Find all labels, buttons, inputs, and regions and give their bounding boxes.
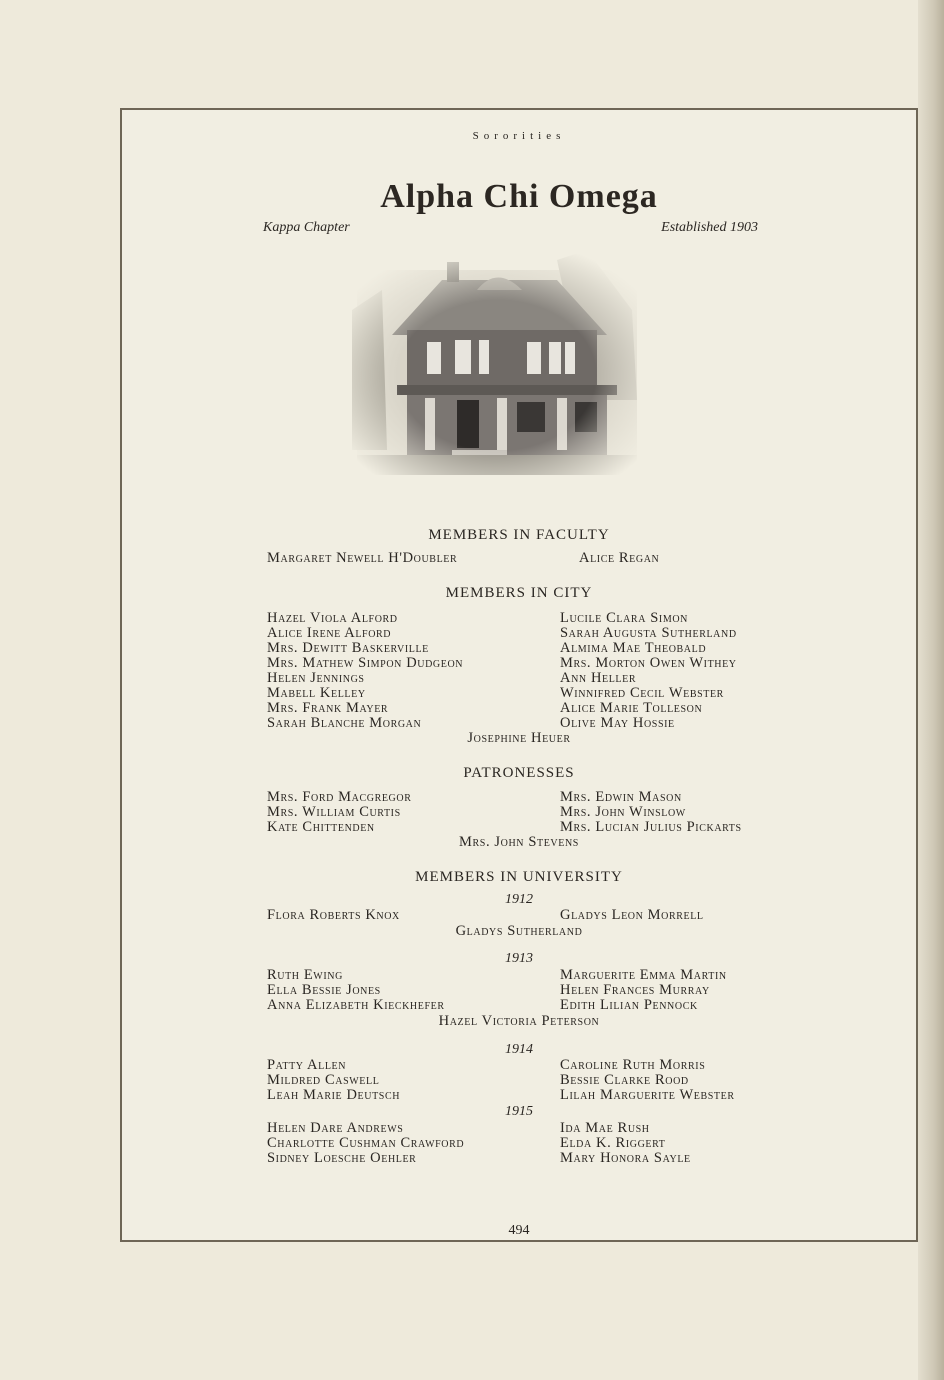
list-item: Leah Marie Deutsch [267,1087,401,1103]
list-item: Mrs. John Winslow [560,804,686,820]
list-item: Kate Chittenden [267,819,375,835]
chapter-name: Kappa Chapter [263,220,350,235]
y1915-list-right [560,1121,691,1166]
list-item: Mabell Kelley [267,685,366,701]
page-number: 494 [508,1223,530,1238]
list-item: Sidney Loesche Oehler [267,1150,417,1166]
list-item: Marguerite Emma Martin [560,967,727,983]
y1914-list-right [560,1058,735,1103]
list-item: Mrs. Mathew Simpon Dudgeon [267,655,464,671]
list-item: Mrs. Frank Mayer [267,700,389,716]
list-item: Ruth Ewing [267,967,343,983]
page-edge [918,0,944,1380]
y1913-list-left [267,968,445,1013]
city-list-right [560,611,737,731]
chapter-house-photo [347,250,647,478]
y1914-list-left [267,1058,400,1103]
list-item: Charlotte Cushman Crawford [267,1135,465,1151]
list-item: Almima Mae Theobald [560,640,707,656]
city-member-center: Josephine Heuer [467,730,571,746]
list-item: Ann Heller [560,670,637,686]
list-item: Mrs. Dewitt Baskerville [267,640,429,656]
year-1912: 1912 [505,892,533,907]
list-item: Anna Elizabeth Kieckhefer [267,997,445,1013]
list-item: Caroline Ruth Morris [560,1057,706,1073]
list-item: Helen Jennings [267,670,365,686]
year-1915: 1915 [505,1104,533,1119]
list-item: Mildred Caswell [267,1072,380,1088]
list-item: Mrs. Edwin Mason [560,789,682,805]
list-item: Olive May Hossie [560,715,675,731]
year-1914: 1914 [505,1042,533,1057]
list-item: Mary Honora Sayle [560,1150,691,1166]
list-item: Mrs. Ford Macgregor [267,789,412,805]
list-item: Hazel Victoria Peterson [438,1013,600,1029]
list-item: Bessie Clarke Rood [560,1072,689,1088]
year-1913: 1913 [505,951,533,966]
list-item: Mrs. William Curtis [267,804,401,820]
faculty-member: Alice Regan [579,550,660,566]
patronesses-heading: PATRONESSES [463,765,575,781]
list-item: Sarah Blanche Morgan [267,715,422,731]
patronesses-list-left [267,790,411,835]
list-item: Patty Allen [267,1057,347,1073]
list-item: Gladys Sutherland [455,923,583,939]
list-item: Alice Marie Tolleson [560,700,703,716]
list-item: Mrs. Lucian Julius Pickarts [560,819,742,835]
y1913-list-right [560,968,727,1013]
patroness-center: Mrs. John Stevens [459,834,579,850]
page-title: Alpha Chi Omega [380,178,658,215]
y1915-list-left [267,1121,464,1166]
list-item: Flora Roberts Knox [267,907,400,923]
list-item: Lilah Marguerite Webster [560,1087,735,1103]
list-item: Alice Irene Alford [267,625,392,641]
faculty-heading: MEMBERS IN FACULTY [428,527,610,543]
patronesses-list-right [560,790,742,835]
list-item: Helen Frances Murray [560,982,710,998]
page-frame [120,108,918,1242]
list-item: Winnifred Cecil Webster [560,685,724,701]
list-item: Lucile Clara Simon [560,610,688,626]
list-item: Mrs. Morton Owen Withey [560,655,737,671]
list-item: Edith Lilian Pennock [560,997,698,1013]
faculty-member: Margaret Newell H'Doubler [267,550,458,566]
list-item: Hazel Viola Alford [267,610,398,626]
city-list-left [267,611,463,731]
list-item: Sarah Augusta Sutherland [560,625,737,641]
list-item: Ella Bessie Jones [267,982,381,998]
university-heading: MEMBERS IN UNIVERSITY [415,869,623,885]
running-head: Sororities [472,130,566,142]
established-date: Established 1903 [661,220,758,235]
list-item: Elda K. Riggert [560,1135,666,1151]
list-item: Ida Mae Rush [560,1120,650,1136]
list-item: Helen Dare Andrews [267,1120,404,1136]
city-heading: MEMBERS IN CITY [445,585,593,601]
list-item: Gladys Leon Morrell [560,907,704,923]
